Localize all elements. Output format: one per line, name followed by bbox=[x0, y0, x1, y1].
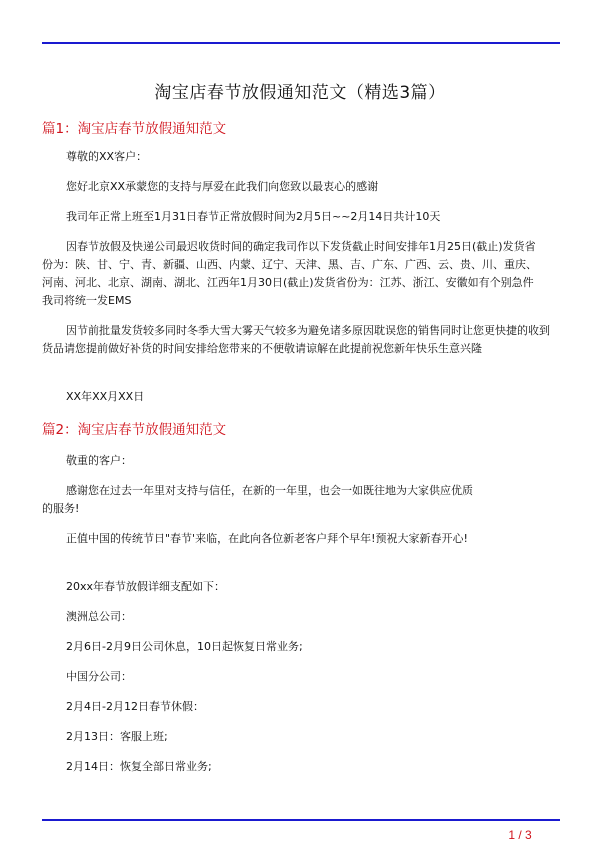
paragraph: 您好北京XX承蒙您的支持与厚爱在此我们向您致以最衷心的感谢 bbox=[66, 180, 379, 193]
paragraph: 2月14日：恢复全部日常业务; bbox=[66, 760, 212, 773]
paragraph: 2月6日-2月9日公司休息，10日起恢复日常业务; bbox=[66, 640, 303, 653]
document-title: 淘宝店春节放假通知范文（精选3篇） bbox=[154, 83, 446, 103]
section-heading-2: 篇2：淘宝店春节放假通知范文 bbox=[42, 422, 227, 438]
paragraph: 20xx年春节放假详细支配如下： bbox=[66, 580, 226, 593]
paragraph: 感谢您在过去一年里对支持与信任，在新的一年里，也会一如既往地为大家供应优质的服务! bbox=[42, 484, 473, 515]
paragraph: 中国分公司： bbox=[66, 670, 132, 683]
header-rule bbox=[42, 42, 560, 44]
paragraph: 2月13日：客服上班; bbox=[66, 730, 168, 743]
paragraph-date: XX年XX月XX日 bbox=[66, 390, 145, 403]
paragraph: 澳洲总公司： bbox=[66, 610, 132, 623]
section-heading-1: 篇1：淘宝店春节放假通知范文 bbox=[42, 121, 227, 137]
paragraph: 正值中国的传统节日"春节'来临，在此向各位新老客户拜个早年!预祝大家新春开心! bbox=[66, 532, 468, 545]
paragraph: 我司年正常上班至1月31日春节正常放假时间为2月5日~~2月14日共计10天 bbox=[66, 210, 441, 223]
page-indicator: 1 / 3 bbox=[508, 828, 532, 842]
footer-rule bbox=[42, 819, 560, 821]
paragraph: 因节前批量发货较多同时冬季大雪大雾天气较多为避免诸多原因耽误您的销售同时让您更快捷的收到货品请您提前做好补货的时间安排给您带来的不便敬请谅解在此提前祝您新年快乐生意兴隆 bbox=[42, 324, 550, 355]
paragraph: 敬重的客户： bbox=[66, 454, 132, 467]
paragraph: 2月4日-2月12日春节休假： bbox=[66, 700, 204, 713]
paragraph: 尊敬的XX客户： bbox=[66, 150, 148, 163]
paragraph: 因春节放假及快递公司最迟收货时间的确定我司作以下发货截止时间安排年1月25日(截止)发货省份为：陕、甘、宁、青、新疆、山西、内蒙、辽宁、天津、黑、吉、广东、广西、云、贵、川、重庆、河南、河北、北京、湖南、湖北、江西年1月30日(截止)发货省份为：江苏、浙江、安徽如有个别急件我司将统一发EMS bbox=[42, 240, 537, 307]
